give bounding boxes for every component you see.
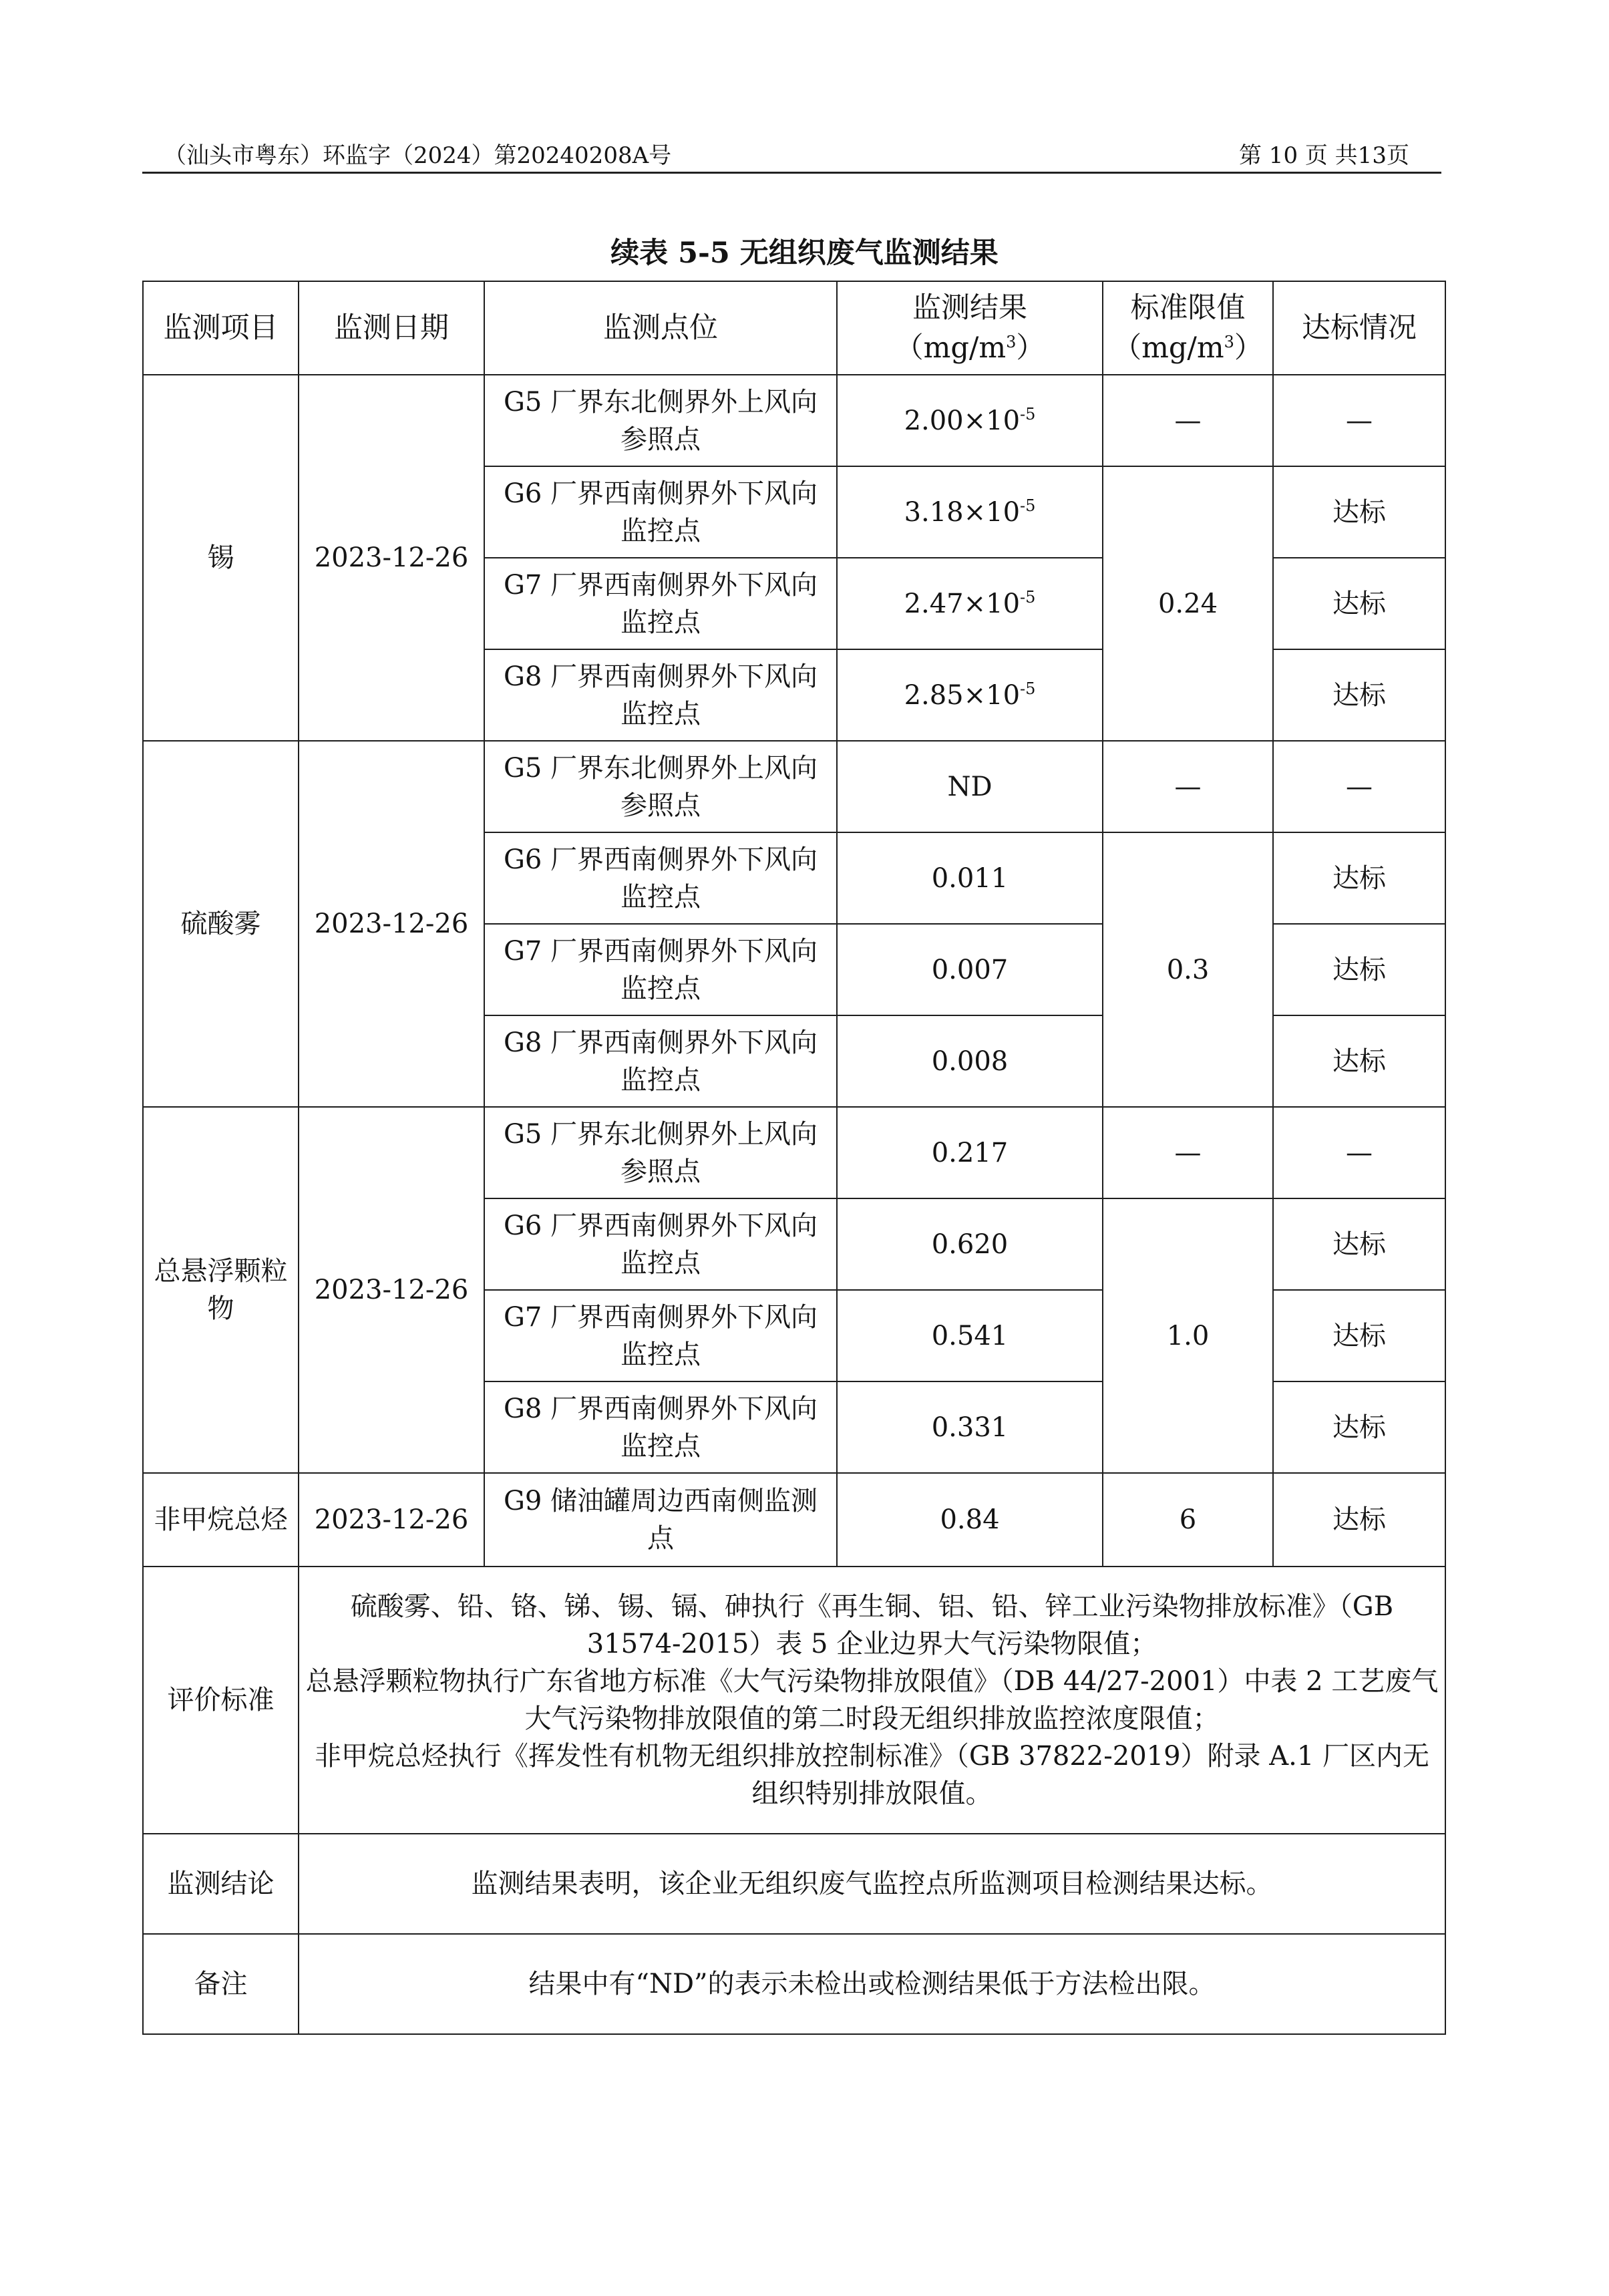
status-cell: — [1273,741,1445,832]
location-cell: G8 厂界西南侧界外下风向监控点 [484,1381,837,1473]
evaluation-line: 硫酸雾、铅、铬、锑、锡、镉、砷执行《再生铜、铝、铅、锌工业污染物排放标准》（GB 31574-2015）表 5 企业边界大气污染物限值； [350,1591,1394,1659]
page-number: 第 10 页 共13页 [1239,142,1409,169]
item-cell: 硫酸雾 [143,741,299,1107]
evaluation-row [143,1567,1445,1834]
status-cell: 达标 [1273,558,1445,649]
limit-cell: 0.24 [1103,466,1273,741]
result-cell: 0.541 [837,1290,1103,1381]
date-cell: 2023-12-26 [299,1473,484,1567]
header-divider [142,172,1441,174]
conclusion-label: 监测结论 [143,1834,299,1934]
col-header-result: 监测结果$(mg/m^3)$ [837,281,1103,375]
result-cell: 0.620 [837,1198,1103,1290]
result-cell: 0.84 [837,1473,1103,1567]
table-title: 续表 5-5 无组织废气监测结果 [610,236,999,270]
result-cell: 0.011 [837,832,1103,924]
location-cell: G6 厂界西南侧界外下风向监控点 [484,832,837,924]
document-reference: （汕头市粤东）环监字（2024）第20240208A号 [164,142,672,169]
col-header-date: 监测日期 [299,281,484,375]
col-header-item: 监测项目 [143,281,299,375]
status-cell: 达标 [1273,1015,1445,1107]
conclusion-row [143,1834,1445,1934]
status-cell: 达标 [1273,1381,1445,1473]
result-cell: 0.007 [837,924,1103,1015]
limit-cell: — [1103,1107,1273,1198]
monitoring-results-table [142,281,1446,2035]
evaluation-line: 非甲烷总烃执行《挥发性有机物无组织排放控制标准》（GB 37822-2019）附录 A.1 厂区内无组织特别排放限值。 [314,1741,1430,1809]
date-cell: 2023-12-26 [299,375,484,741]
limit-cell: 6 [1103,1473,1273,1567]
location-cell: G5 厂界东北侧界外上风向参照点 [484,375,837,466]
location-cell: G6 厂界西南侧界外下风向监控点 [484,1198,837,1290]
status-cell: — [1273,1107,1445,1198]
location-cell: G7 厂界西南侧界外下风向监控点 [484,1290,837,1381]
table-header-row [143,281,1445,375]
evaluation-text [299,1567,1445,1834]
remark-text: 结果中有“ND”的表示未检出或检测结果低于方法检出限。 [299,1934,1445,2034]
date-cell: 2023-12-26 [299,1107,484,1473]
status-cell: 达标 [1273,1473,1445,1567]
status-cell: 达标 [1273,1290,1445,1381]
result-cell: 0.008 [837,1015,1103,1107]
limit-cell: — [1103,375,1273,466]
location-cell: G8 厂界西南侧界外下风向监控点 [484,649,837,741]
location-cell: G9 储油罐周边西南侧监测点 [484,1473,837,1567]
limit-cell: 0.3 [1103,832,1273,1107]
table-row [143,375,1445,466]
remark-row [143,1934,1445,2034]
location-cell: G8 厂界西南侧界外下风向监控点 [484,1015,837,1107]
evaluation-label: 评价标准 [143,1567,299,1834]
result-cell: $2.85\times 10^{-5}$ [837,649,1103,741]
col-header-status: 达标情况 [1273,281,1445,375]
status-cell: 达标 [1273,832,1445,924]
date-cell: 2023-12-26 [299,741,484,1107]
result-cell: 0.217 [837,1107,1103,1198]
table-row [143,1107,1445,1198]
limit-cell: — [1103,741,1273,832]
remark-label: 备注 [143,1934,299,2034]
table-row [143,1473,1445,1567]
status-cell: 达标 [1273,466,1445,558]
result-cell: $2.47\times 10^{-5}$ [837,558,1103,649]
col-header-location: 监测点位 [484,281,837,375]
result-cell: 0.331 [837,1381,1103,1473]
location-cell: G7 厂界西南侧界外下风向监控点 [484,558,837,649]
status-cell: 达标 [1273,1198,1445,1290]
location-cell: G6 厂界西南侧界外下风向监控点 [484,466,837,558]
evaluation-line: 总悬浮颗粒物执行广东省地方标准《大气污染物排放限值》（DB 44/27-2001）中表 2 工艺废气大气污染物排放限值的第二时段无组织排放监控浓度限值； [305,1666,1439,1734]
location-cell: G5 厂界东北侧界外上风向参照点 [484,741,837,832]
location-cell: G7 厂界西南侧界外下风向监控点 [484,924,837,1015]
location-cell: G5 厂界东北侧界外上风向参照点 [484,1107,837,1198]
conclusion-text: 监测结果表明，该企业无组织废气监控点所监测项目检测结果达标。 [299,1834,1445,1934]
result-cell: $2.00\times 10^{-5}$ [837,375,1103,466]
item-cell: 锡 [143,375,299,741]
status-cell: 达标 [1273,649,1445,741]
item-cell: 总悬浮颗粒物 [143,1107,299,1473]
item-cell: 非甲烷总烃 [143,1473,299,1567]
limit-cell: 1.0 [1103,1198,1273,1473]
table-row [143,741,1445,832]
result-cell: ND [837,741,1103,832]
col-header-limit: 标准限值 $(mg/m^3)$ [1103,281,1273,375]
status-cell: 达标 [1273,924,1445,1015]
result-cell: $3.18\times 10^{-5}$ [837,466,1103,558]
status-cell: — [1273,375,1445,466]
